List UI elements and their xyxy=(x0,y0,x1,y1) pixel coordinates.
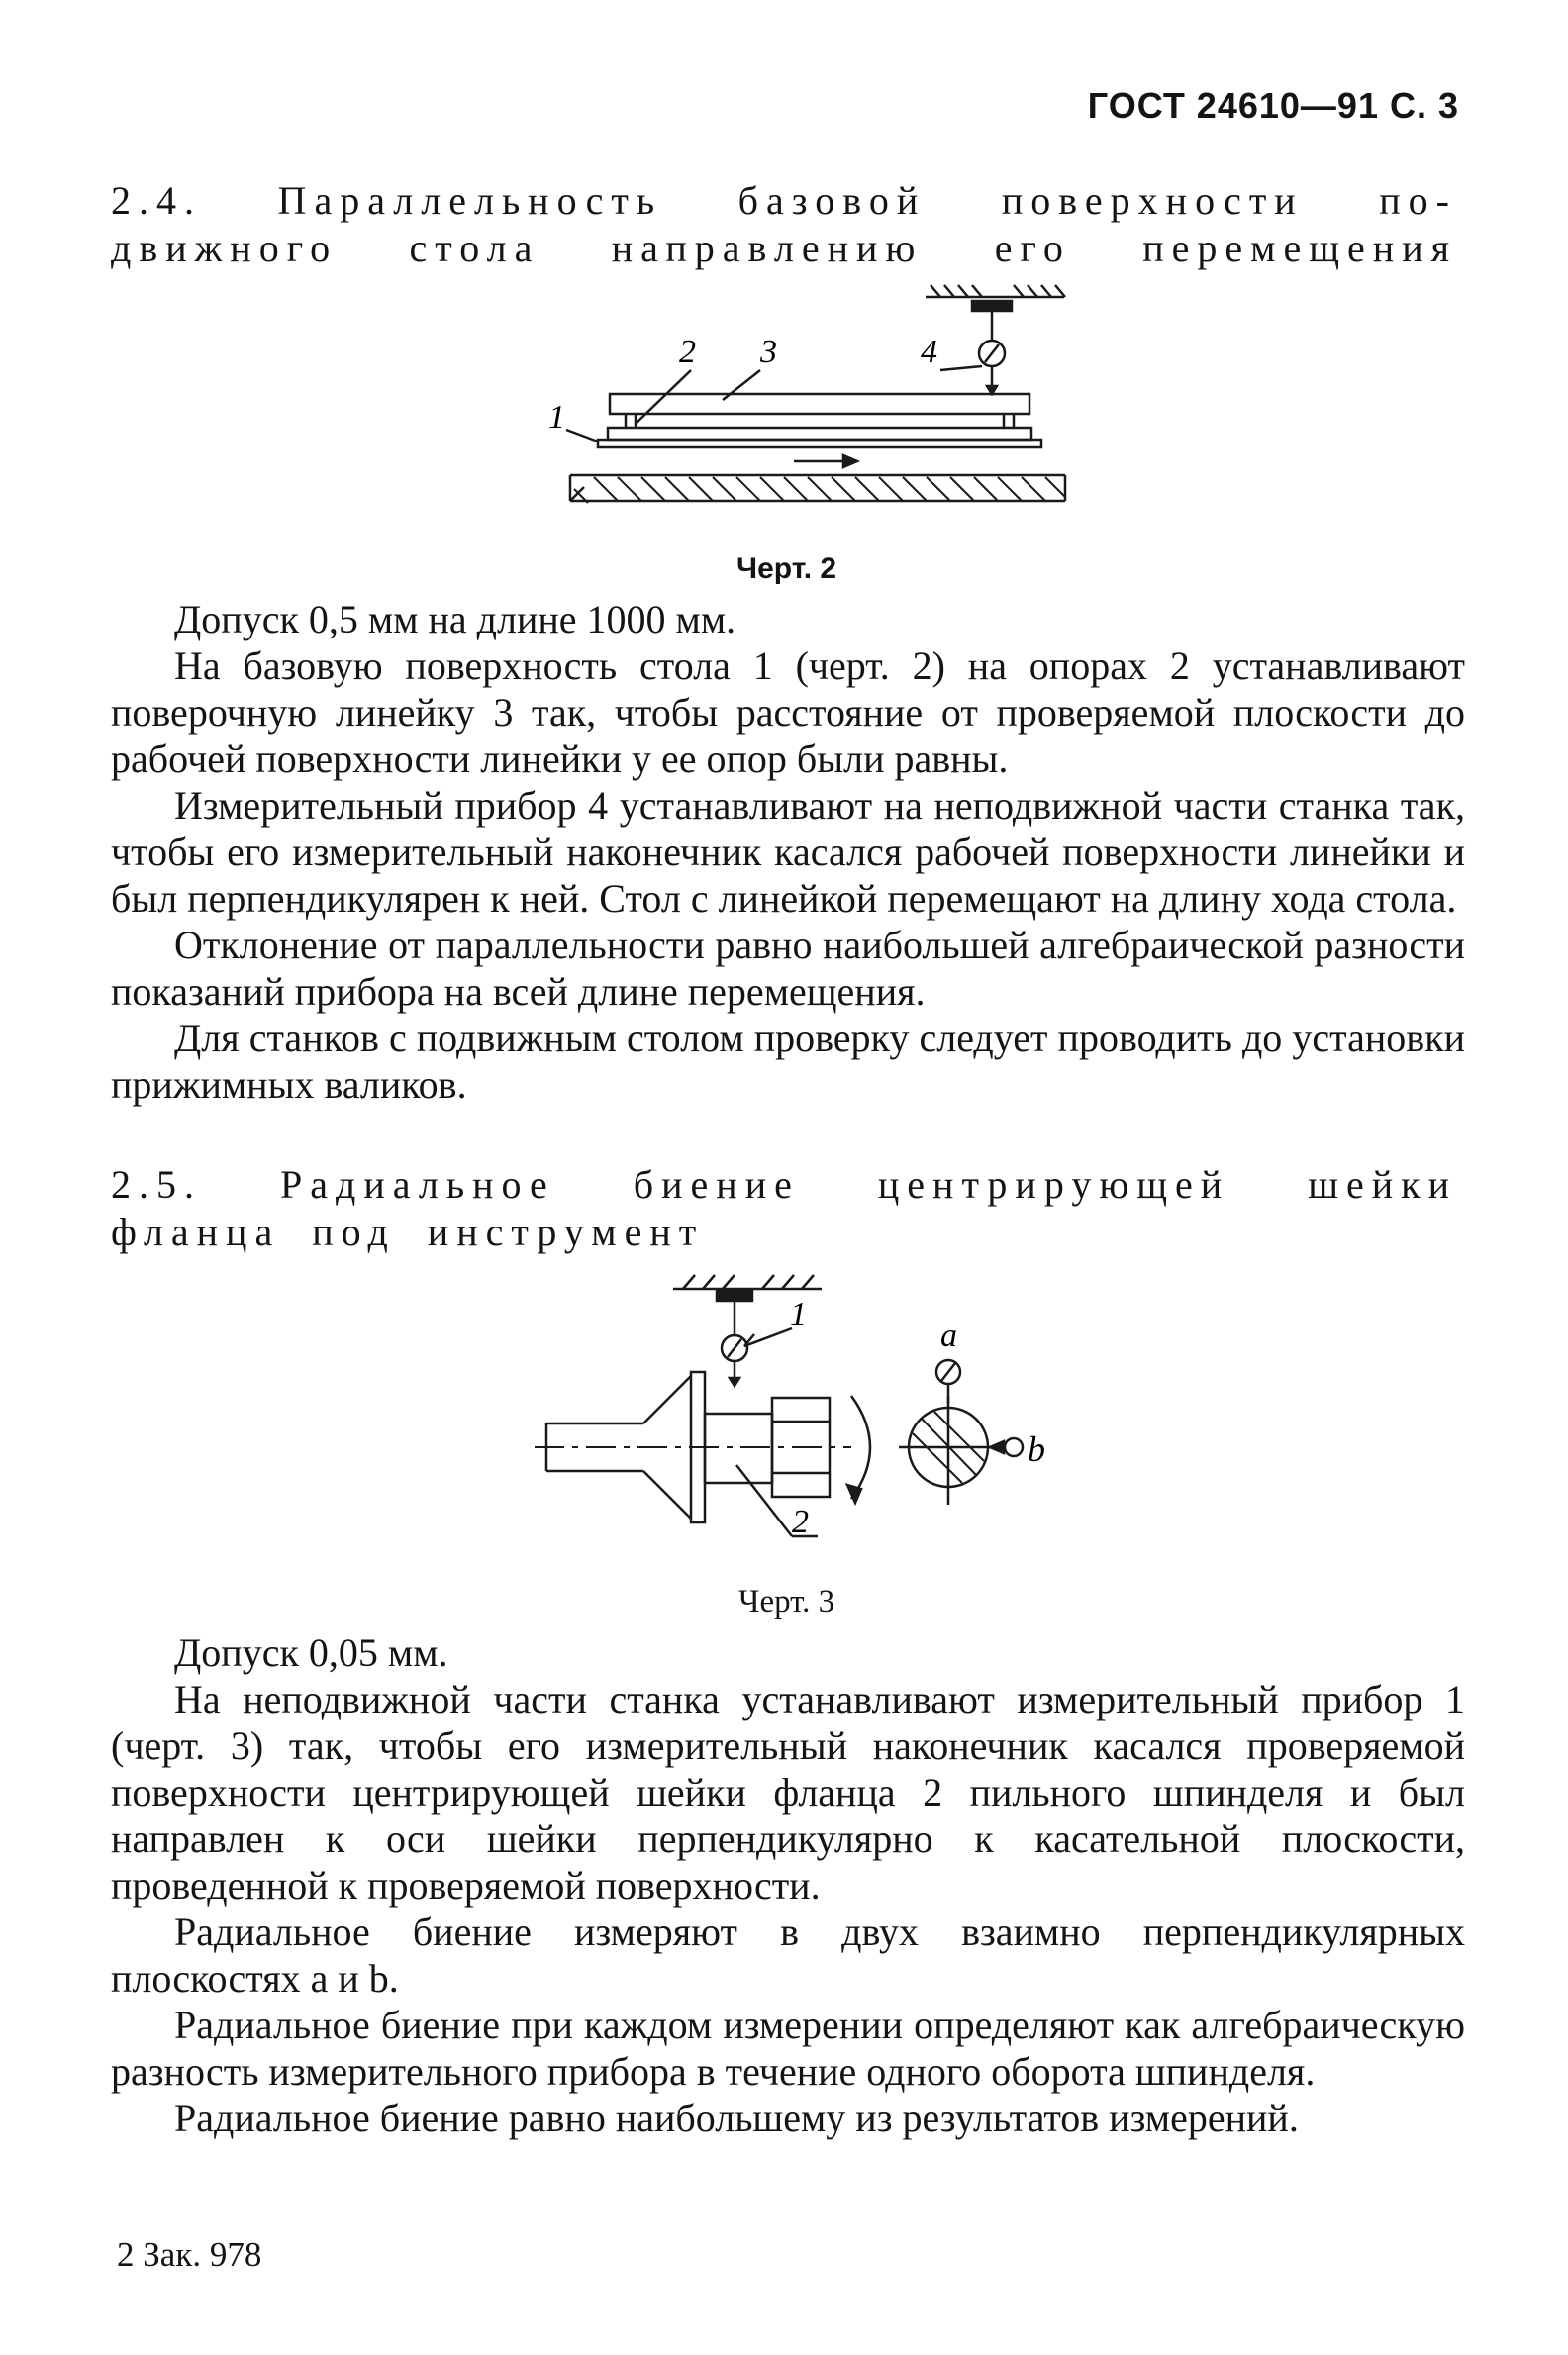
figure-2-label-1: 1 xyxy=(548,399,565,436)
section-2-5-title-line1: 2.5. Радиальное биение центрирующей шейки xyxy=(111,1162,1457,1207)
figure-3-drawing xyxy=(525,1273,1089,1570)
section-2-4-paragraph: Измерительный прибор 4 устанавливают на неподвижной части станка так, чтобы его измерительный наконечник касался рабочей поверхности линейки и был перпендикулярен к ней. Стол с линейкой перемещают на длину хода стола. xyxy=(111,783,1465,921)
section-2-4-paragraph: Для станков с подвижным столом проверку следует проводить до установки прижимных валиков. xyxy=(111,1016,1465,1107)
section-2-4-tolerance: Допуск 0,5 мм на длине 1000 мм. xyxy=(174,597,736,641)
figure-3-label-b: b xyxy=(1028,1429,1045,1469)
page-header: ГОСТ 24610—91 С. 3 xyxy=(1087,85,1459,126)
section-2-5-paragraph: Радиальное биение при каждом измерении определяют как алгебраическую разность измерительного прибора в течение одного оборота шпинделя. xyxy=(111,2003,1465,2094)
section-2-4-title-line1: 2.4. Параллельность базовой поверхности по- xyxy=(111,178,1457,223)
figure-2-label-2: 2 xyxy=(679,334,696,370)
figure-2-drawing xyxy=(535,281,1089,515)
section-2-5-paragraph: На неподвижной части станка устанавливают измерительный прибор 1 (черт. 3) так, чтобы его измерительный наконечник касался проверяемой поверхности центрирующей шейки фланца 2 пильного шпинделя и был направлен к оси шейки перпендикулярно к касательной плоскости, проведенной к проверяемой поверхности. xyxy=(111,1677,1465,1908)
section-2-4-paragraph: Отклонение от параллельности равно наибольшей алгебраической разности показаний прибора на всей длине перемещения. xyxy=(111,923,1465,1014)
page-footer: 2 Зак. 978 xyxy=(117,2235,262,2274)
section-2-5-title-line2: фланца под инструмент xyxy=(111,1210,705,1254)
figure-3-label-2: 2 xyxy=(792,1504,809,1540)
figure-2-caption: Черт. 2 xyxy=(736,552,837,585)
section-2-5-paragraph: Радиальное биение равно наибольшему из результатов измерений. xyxy=(174,2096,1299,2140)
section-2-4-body xyxy=(111,596,1465,1108)
section-2-5-body xyxy=(111,1629,1465,2141)
figure-2-label-3: 3 xyxy=(760,334,777,370)
figure-2-label-4: 4 xyxy=(921,334,937,370)
figure-3-label-a: a xyxy=(940,1318,957,1354)
figure-3-caption: Черт. 3 xyxy=(738,1584,835,1619)
figure-3-label-1: 1 xyxy=(790,1296,807,1332)
section-2-5-paragraph: Радиальное биение измеряют в двух взаимно перпендикулярных плоскостях a и b. xyxy=(111,1910,1465,2001)
section-2-5-tolerance: Допуск 0,05 мм. xyxy=(174,1630,448,1675)
section-2-4-title-line2: движного стола направлению его перемещения xyxy=(111,226,1457,270)
section-2-4-paragraph: На базовую поверхность стола 1 (черт. 2) на опорах 2 устанавливают поверочную линейку 3 так, чтобы расстояние от проверяемой плоскости до рабочей поверхности линейки у ее опор были равны. xyxy=(111,643,1465,781)
